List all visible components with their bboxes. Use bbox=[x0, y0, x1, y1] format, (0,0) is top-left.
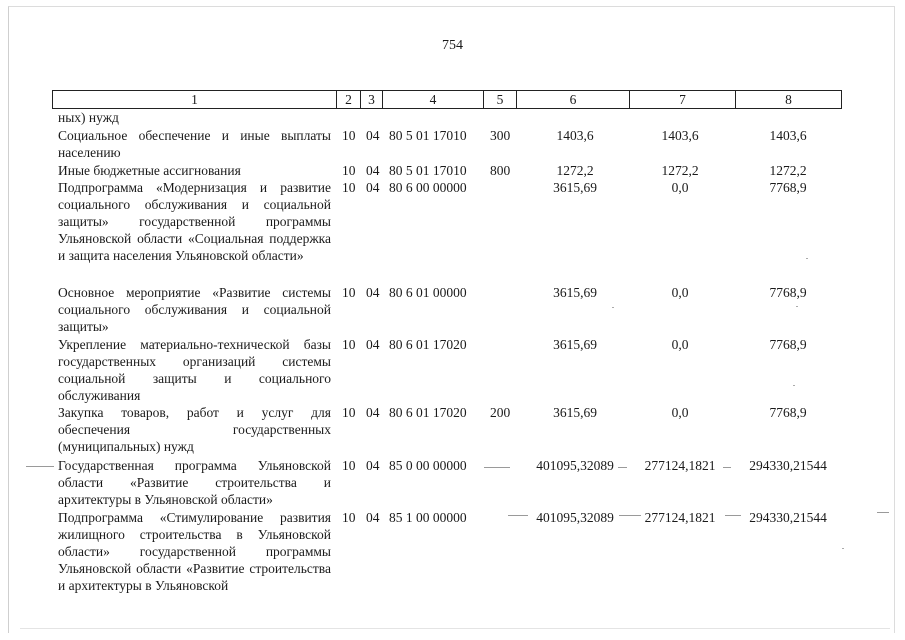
scan-artifact bbox=[619, 515, 641, 516]
row-target-code: 85 1 00 00000 bbox=[389, 510, 467, 525]
row-amount-2: 1403,6 bbox=[661, 128, 699, 143]
scan-artifact bbox=[725, 515, 741, 516]
row-section: 10 bbox=[342, 285, 356, 300]
row-subsection: 04 bbox=[366, 163, 380, 178]
scan-artifact bbox=[612, 307, 614, 308]
header-col-6: 6 bbox=[516, 91, 629, 108]
row-section: 10 bbox=[342, 458, 356, 473]
row-name: Подпрограмма «Стимулирование развития жилищного строительства в Ульяновской области» государственной программы Ульяновской области «Развитие строительства и архитектуры в Ульяновской bbox=[58, 510, 331, 593]
row-section: 10 bbox=[342, 510, 356, 525]
header-col-4: 4 bbox=[382, 91, 483, 108]
row-amount-2: 1272,2 bbox=[661, 163, 699, 178]
row-target-code: 85 0 00 00000 bbox=[389, 458, 467, 473]
row-name: Социальное обеспечение и иные выплаты населению bbox=[58, 128, 331, 160]
row-amount-2: 0,0 bbox=[671, 405, 689, 420]
row-expense-type: 300 bbox=[490, 128, 511, 143]
row-amount-1: 3615,69 bbox=[553, 285, 597, 300]
row-section: 10 bbox=[342, 163, 356, 178]
row-amount-1: 401095,32089 bbox=[536, 458, 614, 473]
row-amount-3: 7768,9 bbox=[769, 405, 807, 420]
row-amount-1: 1272,2 bbox=[556, 163, 594, 178]
scan-artifact bbox=[842, 548, 844, 549]
row-section: 10 bbox=[342, 337, 356, 352]
row-amount-1: 1403,6 bbox=[556, 128, 594, 143]
scan-artifact bbox=[793, 385, 795, 386]
scan-artifact bbox=[877, 512, 889, 513]
row-target-code: 80 5 01 17010 bbox=[389, 128, 467, 143]
header-col-1: 1 bbox=[191, 92, 198, 107]
row-subsection: 04 bbox=[366, 285, 380, 300]
row-name: Основное мероприятие «Развитие системы социального обслуживания и социальной защиты» bbox=[58, 285, 331, 334]
table-header bbox=[52, 90, 842, 109]
row-amount-2: 0,0 bbox=[671, 180, 689, 195]
scan-artifact bbox=[26, 466, 54, 467]
row-amount-3: 7768,9 bbox=[769, 180, 807, 195]
row-subsection: 04 bbox=[366, 510, 380, 525]
scan-artifact bbox=[796, 306, 798, 307]
row-amount-2: 277124,1821 bbox=[644, 458, 716, 473]
scan-artifact bbox=[508, 515, 528, 516]
row-amount-3: 1403,6 bbox=[769, 128, 807, 143]
row-amount-1: 3615,69 bbox=[553, 405, 597, 420]
row-amount-3: 294330,21544 bbox=[749, 458, 827, 473]
row-subsection: 04 bbox=[366, 405, 380, 420]
row-expense-type: 200 bbox=[490, 405, 511, 420]
row-section: 10 bbox=[342, 405, 356, 420]
row-target-code: 80 5 01 17010 bbox=[389, 163, 467, 178]
row-name: Государственная программа Ульяновской области «Развитие строительства и архитектуры в Ульяновской области» bbox=[58, 458, 331, 507]
row-amount-2: 277124,1821 bbox=[644, 510, 716, 525]
row-amount-1: 401095,32089 bbox=[536, 510, 614, 525]
row-name: ных) нужд bbox=[58, 110, 119, 125]
header-col-3: 3 bbox=[360, 91, 382, 108]
row-amount-3: 7768,9 bbox=[769, 337, 807, 352]
row-subsection: 04 bbox=[366, 128, 380, 143]
row-amount-1: 3615,69 bbox=[553, 180, 597, 195]
row-amount-3: 7768,9 bbox=[769, 285, 807, 300]
row-target-code: 80 6 01 00000 bbox=[389, 285, 467, 300]
row-target-code: 80 6 00 00000 bbox=[389, 180, 467, 195]
row-amount-3: 294330,21544 bbox=[749, 510, 827, 525]
scan-artifact bbox=[806, 258, 808, 259]
row-name: Подпрограмма «Модернизация и развитие социального обслуживания и социальной защиты» государственной программы Ульяновской области «Социальная поддержка и защита населения Ульяновской области» bbox=[58, 180, 331, 263]
scan-artifact bbox=[723, 467, 731, 468]
scan-artifact bbox=[484, 467, 510, 468]
row-name: Укрепление материально-технической базы государственных организаций системы социальной защиты и социального обслуживания bbox=[58, 337, 331, 403]
header-col-7: 7 bbox=[629, 91, 735, 108]
row-subsection: 04 bbox=[366, 458, 380, 473]
page-number: 754 bbox=[442, 38, 463, 53]
header-col-2: 2 bbox=[336, 91, 360, 108]
row-amount-3: 1272,2 bbox=[769, 163, 807, 178]
row-name: Закупка товаров, работ и услуг для обеспечения государственных (муниципальных) нужд bbox=[58, 405, 331, 454]
scan-artifact bbox=[20, 628, 890, 629]
row-section: 10 bbox=[342, 128, 356, 143]
row-target-code: 80 6 01 17020 bbox=[389, 337, 467, 352]
row-amount-1: 3615,69 bbox=[553, 337, 597, 352]
row-section: 10 bbox=[342, 180, 356, 195]
row-target-code: 80 6 01 17020 bbox=[389, 405, 467, 420]
header-col-5: 5 bbox=[483, 91, 516, 108]
row-subsection: 04 bbox=[366, 337, 380, 352]
header-col-8: 8 bbox=[735, 91, 841, 108]
row-subsection: 04 bbox=[366, 180, 380, 195]
row-amount-2: 0,0 bbox=[671, 337, 689, 352]
row-expense-type: 800 bbox=[490, 163, 511, 178]
row-name: Иные бюджетные ассигнования bbox=[58, 163, 241, 178]
scan-artifact bbox=[618, 467, 627, 468]
row-amount-2: 0,0 bbox=[671, 285, 689, 300]
